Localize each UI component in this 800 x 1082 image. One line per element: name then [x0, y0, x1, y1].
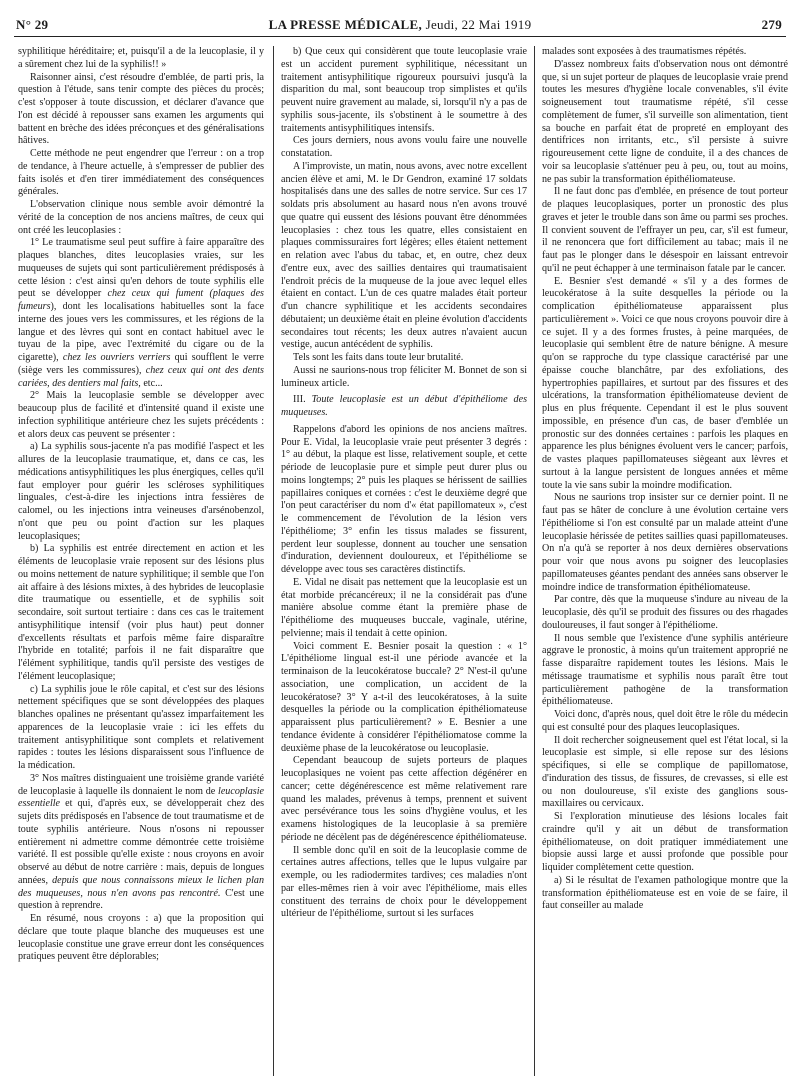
paragraph: D'assez nombreux faits d'observation nous ont démontré que, si un sujet porteur de plaques de leucoplasie vraie prend toutes les mesures d'hygiène locale convenables, s'il évite soigneusement tout traumatisme répété, s'il cesse complètement de fumer, s'il surveille son alimentation, tient sa bouche en parfait état de propreté en employant des dentifrices non irritants, etc., s'il persiste à suivre rigoureusement cette ligne de conduite, il a des chances de voir sa leucoplasie s'atténuer peu à peu, ou, tout au moins, ne pas subir la transformation épithéliomateuse.	[542, 58, 788, 185]
paragraph: malades sont exposées à des traumatismes répétés.	[542, 46, 747, 57]
paragraph: a) La syphilis sous-jacente n'a pas modifié l'aspect et les allures de la leucoplasie traumatique, et, dans ce cas, les médications antisyphilitiques les plus énergiques, celles qu'il faut employer pour guérir les scléroses syphilitiques linguales, c'est-à-dire les injections intra fessières de calomel, ou les injections intra veineuses d'arsénobenzol, n'ont que peu ou point d'action sur les plaques leucoplasiques;	[18, 441, 264, 542]
paragraph: 2° Mais la leucoplasie semble se développer avec beaucoup plus de facilité et d'intensité quand il existe une infection syphilitique antérieure chez les sujets précédents : et alors deux cas peuvent se présenter :	[18, 390, 264, 440]
section-heading	[281, 394, 527, 420]
paragraph: Tels sont les faits dans toute leur brutalité.	[293, 352, 464, 363]
paragraph: Raisonner ainsi, c'est résoudre d'emblée, de parti pris, la question à l'étude, sans tenir compte des pièces du procès; c'est s'opposer à toute discussion, et déclarer d'avance que l'on est décidé à repousser sans examen les arguments qui battent en brèche des idées préconçues et des généralisations hâtives.	[18, 71, 264, 147]
paragraph: Nous ne saurions trop insister sur ce dernier point. Il ne faut pas se hâter de conclure à une évolution certaine vers l'épithéliome si l'on est consulté par un malade atteint d'une leucoplasie hérissée de petites saillies quasi papillomateuses. On n'a qu'à se reporter à nos deux dernières observations pour voir que nous avons pu soigner des leucoplasies papillomateuses géantes pendant des années sans observer le moindre indice de transformation épithéliomateuse.	[542, 492, 788, 593]
paragraph: Cependant beaucoup de sujets porteurs de plaques leucoplasiques ne voient pas cette affection dégénérer en cancer; cette dégénérescence est même relativement rare quand les malades, prévenus à temps, prennent et suivent avec persévérance tous les soins d'hygiène voulus, et les examens histologiques de la leucoplasie à sa première période ne décèlent pas de dégénérescence épithéliomateuse.	[281, 755, 527, 843]
paragraph: En résumé, nous croyons : a) que la proposition qui déclare que toute plaque blanche des muqueuses est une leucoplasie constitue une grave erreur dont les conséquences pratiques peuvent être déplorables;	[18, 913, 264, 963]
page-number: 279	[761, 17, 782, 32]
paragraph: a) Si le résultat de l'examen pathologique montre que la transformation épithéliomateuse est en voie de se faire, il faut conseiller au malade	[542, 874, 788, 912]
paragraph: Il semble donc qu'il en soit de la leucoplasie comme de certaines autres affections, telles que le lupus vulgaire par exemple, ou les radiodermites tardives; ces maladies n'ont par elles-mêmes rien à voir avec l'épithéliome, mais elles constituent des terrains de choix pour le développement ultérieur de l'épithéliome, surtout si les surfaces	[281, 844, 527, 920]
paragraph: Il ne faut donc pas d'emblée, en présence de tout porteur de plaques leucoplasiques, porter un pronostic des plus graves et jeter le trouble dans son âme ou parmi ses proches. Il convient souvent de l'effrayer un peu, car, s'il est fumeur, il ne renoncera que fort difficilement au tabac; mais il ne faut pas le plonger dans le désespoir en laissant entrevoir qu'il ne peut échapper à une terminaison fatale par le cancer.	[542, 186, 788, 274]
paragraph: Rappelons d'abord les opinions de nos anciens maîtres. Pour E. Vidal, la leucoplasie vraie peut présenter 3 degrés : 1° au début, la plaque est lisse, relativement souple, et cette période de leucoplasie pure et simple peut durer plus ou moins longtemps; 2° puis les plaques se hérissent de saillies papillaires coniques et cornées : c'est le deuxième degré que l'on peut caractériser du nom d'« état papillomateux », c'est le commencement de l'évolution de la lésion vers l'épithéliome; 3° enfin les tissus malades se fissurent, perdent leur souplesse, donnent au toucher une sensation d'induration, deviennent douloureux, et l'épithéliome se développe avec tous ses caractères distinctifs.	[281, 423, 527, 575]
paragraph: E. Besnier s'est demandé « s'il y a des formes de leucokératose à la suite desquelles la période ou la complication épithéliomateuse apparaissent plus particulièrement ». Voici ce que nous croyons pouvoir dire à ce sujet. Il y a des formes frustes, à peine marquées, de leucoplasie qui semblent être de nature bénigne. A mesure qu'on se rapproche du type classique caractérisé par une épaisse couche blanchâtre, par des exfoliations, des hypertrophies papillaires, et surtout par des fissures et des ulcérations, la transformation épithéliomateuse devient de plus en plus fréquente. Cependant il est le plus souvent impossible, en présence d'un cas, de baser d'emblée un pronostic sur des données certaines : parfois les plaques en apparence les plus bénignes évoluent vers le cancer; parfois, de vastes plaques papillomateuses siègeant aux lèvres et surtout à la langue persistent de longues années et même toute la vie sans subir la moindre modification.	[542, 275, 788, 491]
paragraph: Voici donc, d'après nous, quel doit être le rôle du médecin qui est consulté pour des plaques leucoplasiques.	[542, 709, 788, 733]
column-1	[18, 46, 264, 1076]
paragraph: Il doit rechercher soigneusement quel est l'état local, si la leucoplasie est simple, si elle repose sur des lésions spécifiques, si elle se complique de papillomatose, d'induration des tissus, de fissures, de crevasses, si elle est ou non douloureuse, s'il existe des ganglions sous-maxillaires ou cervicaux.	[542, 734, 788, 810]
italic-run: chez ceux qui ont des dents cariées, des dentiers mal faits,	[18, 364, 264, 389]
paragraph: E. Vidal ne disait pas nettement que la leucoplasie est un état morbide précancéreux; il ne la considérait pas d'une manière absolue comme étant la première phase de l'épithéliome des muqueuses buccale, vaginale, utérine, pelvienne; mais il tendait à cette opinion.	[281, 576, 527, 639]
paragraph: L'observation clinique nous semble avoir démontré la vérité de la conception de nos anciens maîtres, de ceux qui ont créé les leucoplasies :	[18, 199, 264, 236]
text-run: C'est une question à reprendre.	[18, 887, 264, 912]
paragraph: Ces jours derniers, nous avons voulu faire une nouvelle constatation.	[281, 135, 527, 159]
column-rule	[273, 46, 274, 1076]
journal-title	[14, 17, 786, 33]
paragraph	[18, 773, 264, 913]
column-3	[542, 46, 788, 1076]
column-rule	[534, 46, 535, 1076]
paragraph: Si l'exploration minutieuse des lésions locales fait craindre qu'il y ait un début de transformation épithéliomateuse, on doit pratiquer immédiatement une biopsie aussi large et aussi profonde que possible pour liquider complètement cette question.	[542, 811, 788, 873]
text-run: qui soufflent le verre (siège vers les commissures),	[18, 352, 264, 376]
paragraph: b) La syphilis est entrée directement en action et les éléments de leucoplasie vraie reposent sur des lésions plus ou moins nettement de nature syphilitique; il semble que l'on ait affaire à des lésions mixtes, à des hybrides de leucoplasie dite traumatique ou essentielle, et de syphilis soit secondaire, soit surtout tertiaire : dans ces cas le traitement antisyphilitique intensif (voir plus haut) peut donner d'excellents résultats et parfois même faire disparaître l'hybride en totalité; parfois il ne fait disparaître que l'élément syphilitique, tandis qu'il persiste des vestiges de l'élément leucoplasique;	[18, 543, 264, 682]
journal-name: LA PRESSE MÉDICALE,	[268, 17, 423, 32]
italic-run: leucoplasie essentielle	[18, 785, 264, 810]
section-number: III.	[293, 394, 312, 406]
paragraph: A l'improviste, un matin, nous avons, avec notre excellent ancien élève et ami, M. le Dr Gendron, examiné 17 soldats hospitalisés dans une des salles de notre service. Sur ces 17 soldats pris absolument au hasard nous n'en avons trouvé que quatre qui eussent des lésions pouvant être dénommées leucoplasies : chez tous les quatre, elles consistaient en plaques commissuraires fort légères; elles étaient nettement en relation avec l'abus du tabac, et, en outre, chez deux d'entre eux, avec des saillies dentaires qui traumatisaient l'endroit précis de la muqueuse de la joue avec lequel elles étaient en contact. L'un de ces quatre malades était porteur d'un chancre syphilitique et les accidents secondaires débutaient; un deuxième était en pleine évolution d'accidents secondaires tout récents; les deux autres n'avaient aucun vestige, aucun antécédent de syphilis.	[281, 160, 527, 351]
paragraph: c) La syphilis joue le rôle capital, et c'est sur des lésions nettement spécifiques que se sont développées des plaques blanches opalines ne présentant qu'assez imparfaitement les apparences de la leucoplasie vraie : ici les effets du traitement antisyphilitique sont complets et relativement rapides : toutes les lésions disparaissent sous l'influence de la médication.	[18, 683, 264, 771]
section-title: Toute leucoplasie est un début d'épithéliome des muqueuses.	[281, 394, 527, 418]
text-run: etc...	[140, 377, 163, 389]
page-header	[14, 12, 786, 37]
issue-number: N° 29	[16, 17, 49, 32]
paragraph	[18, 237, 264, 390]
issue-date: Jeudi, 22 Mai 1919	[425, 17, 532, 32]
paragraph: Aussi ne saurions-nous trop féliciter M. Bonnet de son si lumineux article.	[281, 364, 527, 389]
column-2	[281, 46, 527, 1076]
paragraph: Voici comment E. Besnier posait la question : « 1° L'épithéliome lingual est-il une période avancée et la terminaison de la leucokératose buccale? 2° N'est-il qu'une association, une complication, un accident de la leucokératose? 3° Y a-t-il des leucokératoses, à la suite desquelles la période ou la complication épithéliomateuse apparaissent plus particulièrement? » E. Besnier a une tendance évidente à considérer l'épithéliomatose comme la deuxième phase de la leucokératose ou leucoplasie.	[281, 640, 527, 754]
text-run: et qui, d'après eux, se développerait chez des sujets dits prédisposés en l'absence de tout traumatisme et de toute syphilis antérieure. Nous n'osons ni repousser entièrement ni admettre comme démontrée cette troisième variété. Il est possible qu'elle existe : nous croyons en avoir observé au début de notre carrière : mais, depuis de longues années,	[18, 798, 264, 886]
paragraph: syphilitique héréditaire; et, puisqu'il a de la leucoplasie, il y a sûrement chez lui de la syphilis!! »	[18, 46, 264, 70]
italic-run: depuis que nous connaissons mieux le lichen plan des muqueuses, nous n'en avons pas rencontré.	[18, 874, 264, 899]
article-body	[18, 46, 788, 1076]
italic-run: chez les ouvriers verriers	[62, 352, 171, 363]
paragraph: b) Que ceux qui considèrent que toute leucoplasie vraie est un accident purement syphilitique, nécessitant un traitement antisyphilitique rigoureux poursuivi jusqu'à la disparition du mal, sont beaucoup trop simplistes et qu'ils peuvent nuire gravement au malade, si, lorsqu'il n'y a pas de syphilis sous-jacente, ils s'obstinent à le soumettre à des traitements antisyphilitiques intensifs.	[281, 46, 527, 134]
text-run: ), dont les localisations habituelles sont la face interne des joues vers les commissures, et les régions de la langue et des lèvres qui sont en contact habituel avec le tuyau de la pipe, avec l'extrémité du cigare ou de la cigarette),	[18, 301, 264, 363]
paragraph: Il nous semble que l'existence d'une syphilis antérieure aggrave le pronostic, à moins qu'un traitement approprié ne fasse disparaître rapidement toutes les lésions. Mais le métissage traumatisme et syphilis nous paraît être tout particulièrement pathogène de la transformation épithéliomateuse.	[542, 632, 788, 708]
paragraph: Cette méthode ne peut engendrer que l'erreur : on a trop de tendance, à l'heure actuelle, à s'empresser de publier des faits isolés et d'en tirer immédiatement des conséquences générales.	[18, 148, 264, 198]
text-run: 1° Le traumatisme seul peut suffire à faire apparaître des plaques blanches, dites leucoplasies vraies, sur les muqueuses de sujets qui sont particulièrement prédisposés à cette lésion : c'est ainsi qu'en dehors de toute syphilis elle peut se développer	[18, 237, 264, 300]
paragraph: Par contre, dès que la muqueuse s'indure au niveau de la leucoplasie, dès qu'il se produit des fissures ou des rhagades douloureuses, il faut songer à l'épithéliome.	[542, 594, 788, 631]
italic-run: chez ceux qui fument (plaques des fumeurs	[18, 288, 264, 312]
text-run: 3° Nos maîtres distinguaient une troisième grande variété de leucoplasie à laquelle ils donnaient le nom de	[18, 772, 264, 797]
